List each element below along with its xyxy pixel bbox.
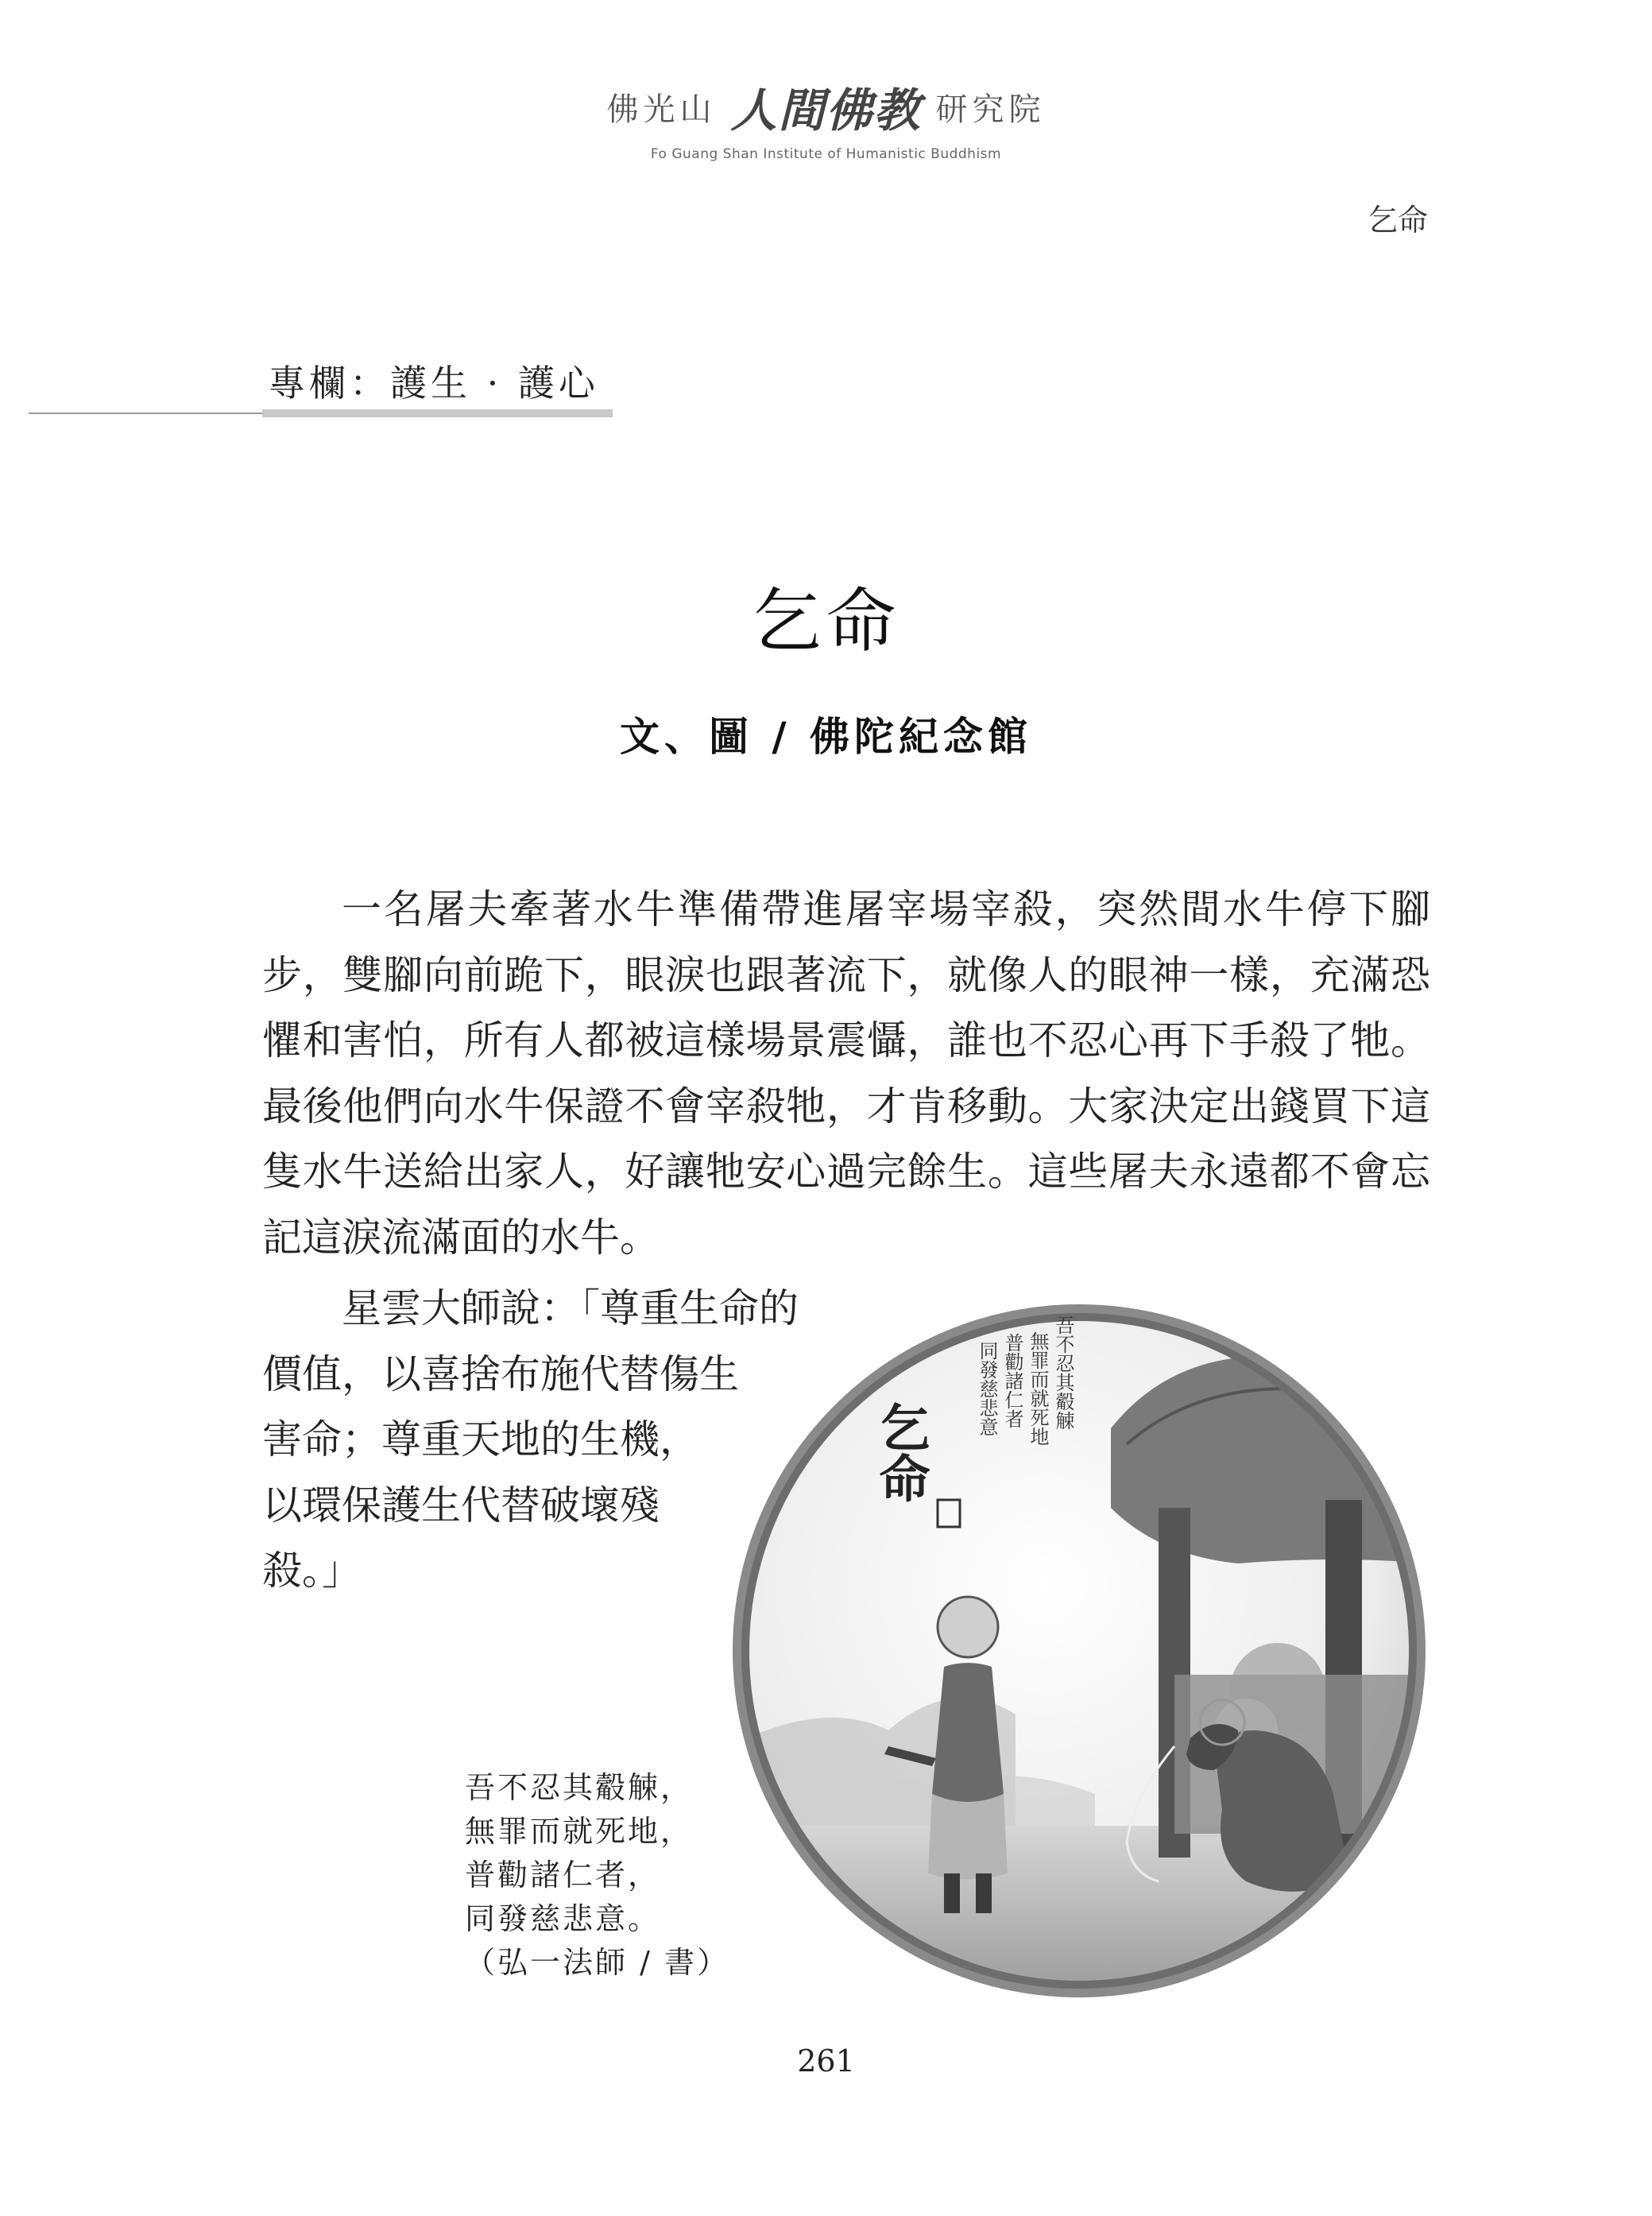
inscription-column: 同發慈悲意 [976, 1341, 998, 1436]
institute-name-cn [0, 73, 1652, 140]
article-body [262, 877, 1430, 1270]
painting-illustration [729, 1301, 1429, 2001]
poem-attribution: （弘一法師 / 書） [465, 1945, 729, 1980]
article-title: 乞命 [751, 580, 901, 662]
butcher-head [938, 1597, 998, 1657]
institute-name-right: 研究院 [935, 91, 1046, 128]
column-label: 專欄：護生 · 護心 [269, 362, 599, 405]
institute-name-left: 佛光山 [606, 91, 717, 128]
poem-line: 普勸諸仁者， [465, 1858, 661, 1893]
paragraph-1: 一名屠夫牽著水牛準備帶進屠宰場宰殺，突然間水牛停下腳步，雙腳向前跪下，眼淚也跟著流下，就像人的眼神一樣，充滿恐懼和害怕，所有人都被這樣場景震懾，誰也不忍心再下手殺了牠。最後他們向水牛保證不會宰殺牠，才肯移動。大家決定出錢買下這隻水牛送給出家人，好讓牠安心過完餘生。這些屠夫永遠都不會忘記這淚流滿面的水牛。 [262, 886, 1430, 1261]
article-byline: 文、圖 / 佛陀紀念館 [619, 713, 1033, 760]
page-number: 261 [797, 2044, 855, 2078]
quote-line: 星雲大師說：「尊重生命的 [342, 1285, 799, 1331]
quote-line: 價值，以喜捨布施代替傷生 [262, 1350, 739, 1397]
institute-logo-text: 人間佛教 [730, 83, 922, 138]
quote-line: 害命；尊重天地的生機， [262, 1416, 699, 1462]
column-rule-highlight [262, 409, 613, 417]
poem-line: 同發慈悲意。 [465, 1901, 661, 1936]
painting-title: 乞命 [870, 1401, 930, 1503]
inscription-column: 吾不忍其觳觫 [1052, 1315, 1074, 1430]
quote-line: 殺。」 [262, 1548, 362, 1594]
institute-header [0, 73, 1652, 162]
butcher-body [932, 1663, 1004, 1802]
inscription-column: 無罪而就死地 [1027, 1331, 1049, 1446]
caption-poem [465, 1766, 729, 1985]
institute-name-en: Fo Guang Shan Institute of Humanistic Buddhism [650, 146, 1002, 162]
running-title: 乞命 [1367, 203, 1428, 238]
poem-line: 吾不忍其觳觫， [465, 1770, 694, 1805]
poem-line: 無罪而就死地， [465, 1814, 694, 1849]
quote-line: 以環保護生代替破壞殘 [262, 1482, 660, 1528]
butcher-apron [928, 1794, 1008, 1880]
inscription-column: 普勸諸仁者 [1001, 1333, 1023, 1428]
